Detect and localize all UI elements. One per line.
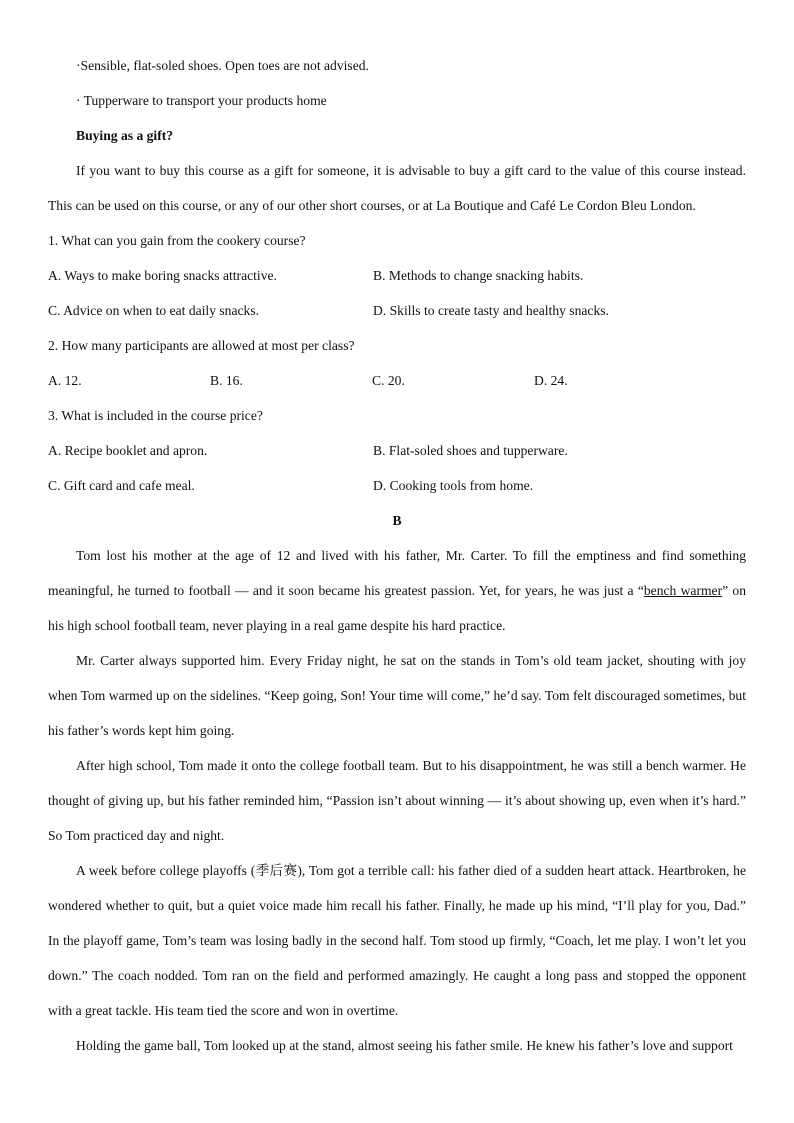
question-2-option-b: B. 16. xyxy=(210,373,243,388)
story-p1-before: Tom lost his mother at the age of 12 and lived with his father, Mr. Carter. To fill the emptiness and find something meaningful, he turned to football — and it soon became his greatest passion. Yet, for years, he was just a “ xyxy=(48,548,746,598)
question-2-stem: 2. How many participants are allowed at most per class? xyxy=(48,338,355,353)
question-3-stem: 3. What is included in the course price? xyxy=(48,408,263,423)
bullet-shoes: ·Sensible, flat-soled shoes. Open toes are not advised. xyxy=(76,58,369,73)
document-page xyxy=(48,48,746,1063)
question-3-option-c: C. Gift card and cafe meal. xyxy=(48,478,195,493)
question-3-option-b: B. Flat-soled shoes and tupperware. xyxy=(373,443,568,458)
story-paragraph-3: After high school, Tom made it onto the college football team. But to his disappointment, he was still a bench warmer. He thought of giving up, but his father reminded him, “Passion isn’t about winning — it’s about showing up, even when it’s hard.” So Tom practiced day and night. xyxy=(48,758,746,843)
bench-warmer-underline: bench warmer xyxy=(643,583,723,598)
gift-paragraph: If you want to buy this course as a gift for someone, it is advisable to buy a gift card to the value of this course instead. This can be used on this course, or any of our other short courses, or at La Boutique and Café Le Cordon Bleu London. xyxy=(48,163,746,213)
section-b-title: B xyxy=(392,513,402,528)
question-1-option-b: B. Methods to change snacking habits. xyxy=(373,268,584,283)
story-paragraph-2: Mr. Carter always supported him. Every Friday night, he sat on the stands in Tom’s old team jacket, shouting with joy when Tom warmed up on the sidelines. “Keep going, Son! Your time will come,” he’d say. Tom felt discouraged sometimes, but his father’s words kept him going. xyxy=(48,653,746,738)
question-2-option-a: A. 12. xyxy=(48,373,82,388)
bullet-tupperware: · Tupperware to transport your products home xyxy=(76,93,327,108)
story-paragraph-4: A week before college playoffs (季后赛), Tom got a terrible call: his father died of a sudden heart attack. Heartbroken, he wondered whether to quit, but a quiet voice made him recall his father. Finally, he made up his mind, “I’ll play for you, Dad.” In the playoff game, Tom’s team was losing badly in the second half. Tom stood up firmly, “Coach, let me play. I won’t let you down.” The coach nodded. Tom ran on the field and performed amazingly. He caught a long pass and stopped the opponent with a great tackle. His team tied the score and won in overtime. xyxy=(48,863,746,1018)
question-2-option-c: C. 20. xyxy=(372,373,405,388)
question-3-options-row-2 xyxy=(48,468,746,503)
question-3-option-a: A. Recipe booklet and apron. xyxy=(48,443,208,458)
question-3-options-row-1 xyxy=(48,433,746,468)
question-1-options-row-1 xyxy=(48,258,746,293)
question-3-option-d: D. Cooking tools from home. xyxy=(373,478,534,493)
story-p1-after: ” on his high school football team, never playing in a real game despite his hard practice. xyxy=(48,583,746,633)
question-1-stem: 1. What can you gain from the cookery course? xyxy=(48,233,306,248)
question-2-options-row xyxy=(48,363,746,398)
story-paragraph-5: Holding the game ball, Tom looked up at the stand, almost seeing his father smile. He knew his father’s love and support xyxy=(76,1038,733,1053)
question-1-option-a: A. Ways to make boring snacks attractive. xyxy=(48,268,277,283)
question-1-option-c: C. Advice on when to eat daily snacks. xyxy=(48,303,260,318)
question-2-option-d: D. 24. xyxy=(534,373,568,388)
gift-heading: Buying as a gift? xyxy=(76,128,174,143)
story-paragraph-1 xyxy=(48,538,746,643)
question-1-options-row-2 xyxy=(48,293,746,328)
question-1-option-d: D. Skills to create tasty and healthy snacks. xyxy=(373,303,609,318)
